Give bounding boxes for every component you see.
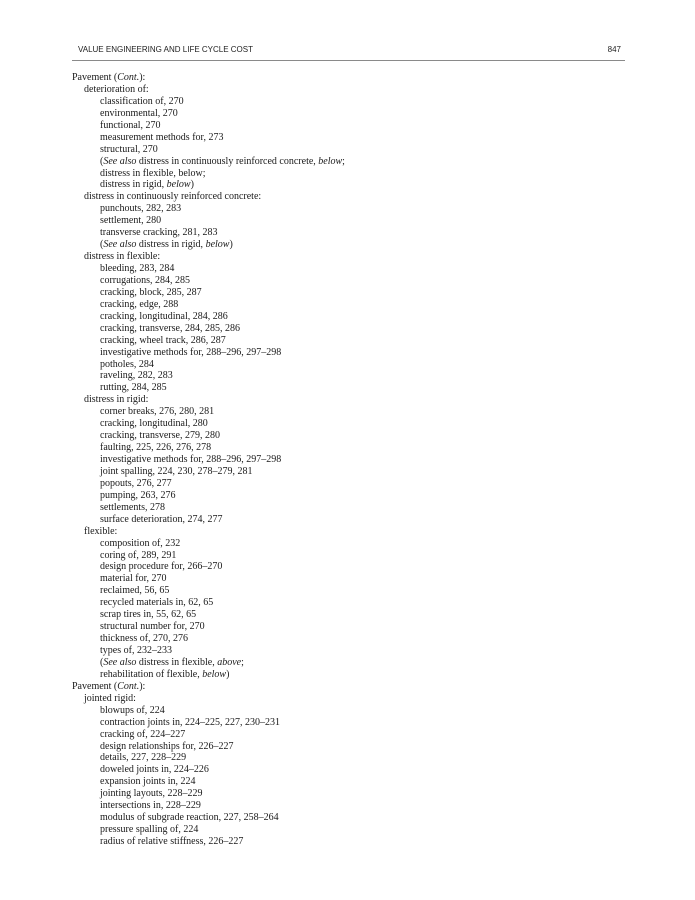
index-entry <box>0 108 695 120</box>
entry-text: investigative methods for, 288–296, 297–298 <box>100 454 282 465</box>
index-entry <box>0 120 695 132</box>
index-entry <box>0 311 695 323</box>
entry-text: settlement, 280 <box>100 215 162 227</box>
index-subheading <box>0 191 695 203</box>
index-entry <box>0 752 695 764</box>
entry-text: investigative methods for, 288–296, 297–298 <box>100 346 282 358</box>
index-entry <box>0 96 695 108</box>
index-entry <box>0 514 695 526</box>
index-subheading <box>0 693 695 705</box>
entry-text: pumping, 263, 276 <box>100 489 176 501</box>
entry-text: potholes, 284 <box>100 358 154 370</box>
index-entry <box>0 215 695 227</box>
entry-text: cracking of, 224–227 <box>100 728 186 740</box>
index-entry <box>0 287 695 299</box>
entry-text: rehabilitation of flexible, <box>100 668 203 680</box>
entry-text: thickness of, 270, 276 <box>100 633 189 645</box>
index-entry <box>0 382 695 394</box>
header-rule <box>72 60 625 61</box>
index-entry <box>0 323 695 335</box>
index-entry <box>0 657 695 669</box>
entry-text: cracking, edge, 288 <box>100 298 179 310</box>
entry-text: cracking, transverse, 284, 285, 286 <box>100 322 240 334</box>
index-entry <box>0 478 695 490</box>
index-entry <box>0 263 695 275</box>
entry-text: corner breaks, 276, 280, 281 <box>100 406 215 418</box>
entry-text: details, 227, 228–229 <box>100 752 187 764</box>
entry-text: blowups of, 224 <box>100 704 165 716</box>
entry-text: rutting, 284, 285 <box>100 382 167 394</box>
index-entry <box>0 203 695 215</box>
index-entry <box>0 824 695 836</box>
entry-text: ( <box>100 155 104 167</box>
entry-text: modulus of subgrade reaction, 227, 258–264 <box>100 812 279 824</box>
entry-text: cracking, block, 285, 287 <box>100 286 202 298</box>
index-entry <box>0 585 695 597</box>
italic-text: Cont. <box>117 680 140 692</box>
index-entry <box>0 227 695 239</box>
index-list <box>0 72 695 848</box>
entry-text: corrugations, 284, 285 <box>100 274 190 286</box>
entry-text: punchouts, 282, 283 <box>100 203 182 215</box>
entry-text: radius of relative stiffness, 226–227 <box>100 836 244 847</box>
index-entry <box>0 788 695 800</box>
entry-text: distress in continuously reinforced concrete, <box>136 155 319 167</box>
entry-text: ( <box>100 656 104 668</box>
entry-text: design relationships for, 226–227 <box>100 740 234 752</box>
index-entry <box>0 430 695 442</box>
index-entry <box>0 729 695 741</box>
entry-text: material for, 270 <box>100 573 167 585</box>
italic-text: below <box>166 179 191 191</box>
index-subheading <box>0 526 695 538</box>
index-entry <box>0 335 695 347</box>
index-entry <box>0 705 695 717</box>
italic-text: below <box>205 239 230 251</box>
entry-text: ) <box>190 179 194 191</box>
index-entry <box>0 561 695 573</box>
entry-text: distress in rigid: <box>84 394 149 406</box>
index-entry <box>0 764 695 776</box>
index-subheading <box>0 394 695 406</box>
entry-text: surface deterioration, 274, 277 <box>100 513 223 525</box>
entry-text: intersections in, 228–229 <box>100 800 201 812</box>
entry-text: ) <box>226 668 230 680</box>
entry-text: ( <box>100 239 104 251</box>
italic-text: below <box>202 668 227 680</box>
index-entry <box>0 347 695 359</box>
index-entry <box>0 370 695 382</box>
index-entry <box>0 741 695 753</box>
entry-text: popouts, 276, 277 <box>100 477 172 489</box>
entry-text: structural, 270 <box>100 143 158 155</box>
index-entry <box>0 597 695 609</box>
index-subheading <box>0 251 695 263</box>
entry-text: distress in rigid, <box>100 179 167 191</box>
page-number: 847 <box>607 45 621 54</box>
index-entry <box>0 633 695 645</box>
index-entry <box>0 573 695 585</box>
entry-text: ; <box>342 155 345 167</box>
entry-text: coring of, 289, 291 <box>100 549 177 561</box>
index-entry <box>0 669 695 681</box>
entry-text: structural number for, 270 <box>100 621 205 633</box>
entry-text: environmental, 270 <box>100 107 178 119</box>
entry-text: ) <box>229 239 233 251</box>
index-entry <box>0 406 695 418</box>
index-entry <box>0 621 695 633</box>
entry-text: reclaimed, 56, 65 <box>100 585 170 597</box>
index-entry <box>0 609 695 621</box>
index-entry <box>0 466 695 478</box>
entry-text: composition of, 232 <box>100 537 181 549</box>
entry-text: settlements, 278 <box>100 501 165 513</box>
italic-text: Cont. <box>117 72 140 83</box>
entry-text: jointed rigid: <box>84 692 136 704</box>
entry-text: design procedure for, 266–270 <box>100 561 223 573</box>
entry-text: scrap tires in, 55, 62, 65 <box>100 609 197 621</box>
entry-text: classification of, 270 <box>100 95 184 107</box>
index-entry <box>0 776 695 788</box>
entry-text: jointing layouts, 228–229 <box>100 788 203 800</box>
entry-text: cracking, longitudinal, 284, 286 <box>100 310 228 322</box>
index-entry <box>0 836 695 848</box>
index-entry <box>0 359 695 371</box>
index-entry <box>0 442 695 454</box>
entry-text: cracking, longitudinal, 280 <box>100 418 208 430</box>
index-entry <box>0 132 695 144</box>
entry-text: pressure spalling of, 224 <box>100 824 199 836</box>
entry-text: ; <box>241 656 244 668</box>
entry-text: distress in flexible, <box>136 656 218 668</box>
italic-text: See also <box>103 239 137 251</box>
index-subheading <box>0 84 695 96</box>
italic-text: See also <box>103 656 137 668</box>
entry-text: types of, 232–233 <box>100 645 172 656</box>
entry-text: Pavement ( <box>72 680 118 692</box>
entry-text: functional, 270 <box>100 119 161 131</box>
index-entry <box>0 144 695 156</box>
index-main-heading <box>0 72 695 84</box>
index-entry <box>0 179 695 191</box>
index-entry <box>0 538 695 550</box>
entry-text: distress in flexible: <box>84 251 161 263</box>
entry-text: ): <box>139 72 146 83</box>
italic-text: below <box>318 155 343 167</box>
index-entry <box>0 275 695 287</box>
index-entry <box>0 454 695 466</box>
entry-text: expansion joints in, 224 <box>100 776 196 788</box>
entry-text: recycled materials in, 62, 65 <box>100 597 214 609</box>
entry-text: distress in rigid, <box>136 239 206 251</box>
index-entry <box>0 168 695 180</box>
index-main-heading <box>0 681 695 693</box>
entry-text: ): <box>139 680 146 692</box>
entry-text: distress in continuously reinforced concrete: <box>84 191 262 203</box>
index-entry <box>0 239 695 251</box>
entry-text: cracking, transverse, 279, 280 <box>100 430 220 442</box>
entry-text: faulting, 225, 226, 276, 278 <box>100 442 212 454</box>
running-title: VALUE ENGINEERING AND LIFE CYCLE COST <box>78 45 254 54</box>
entry-text: doweled joints in, 224–226 <box>100 764 209 776</box>
entry-text: distress in flexible, below; <box>100 167 206 179</box>
index-entry <box>0 156 695 168</box>
entry-text: contraction joints in, 224–225, 227, 230–231 <box>100 716 280 728</box>
index-entry <box>0 299 695 311</box>
entry-text: raveling, 282, 283 <box>100 370 173 382</box>
entry-text: cracking, wheel track, 286, 287 <box>100 334 226 346</box>
entry-text: deterioration of: <box>84 83 149 95</box>
italic-text: See also <box>103 155 137 167</box>
index-entry <box>0 717 695 729</box>
entry-text: joint spalling, 224, 230, 278–279, 281 <box>100 465 253 477</box>
index-entry <box>0 800 695 812</box>
entry-text: measurement methods for, 273 <box>100 131 224 143</box>
index-entry <box>0 550 695 562</box>
index-entry <box>0 502 695 514</box>
entry-text: bleeding, 283, 284 <box>100 263 175 274</box>
entry-text: flexible: <box>84 525 118 537</box>
index-entry <box>0 812 695 824</box>
entry-text: Pavement ( <box>72 72 118 83</box>
index-entry <box>0 418 695 430</box>
entry-text: transverse cracking, 281, 283 <box>100 227 218 239</box>
index-entry <box>0 645 695 657</box>
italic-text: above <box>217 656 242 668</box>
index-entry <box>0 490 695 502</box>
